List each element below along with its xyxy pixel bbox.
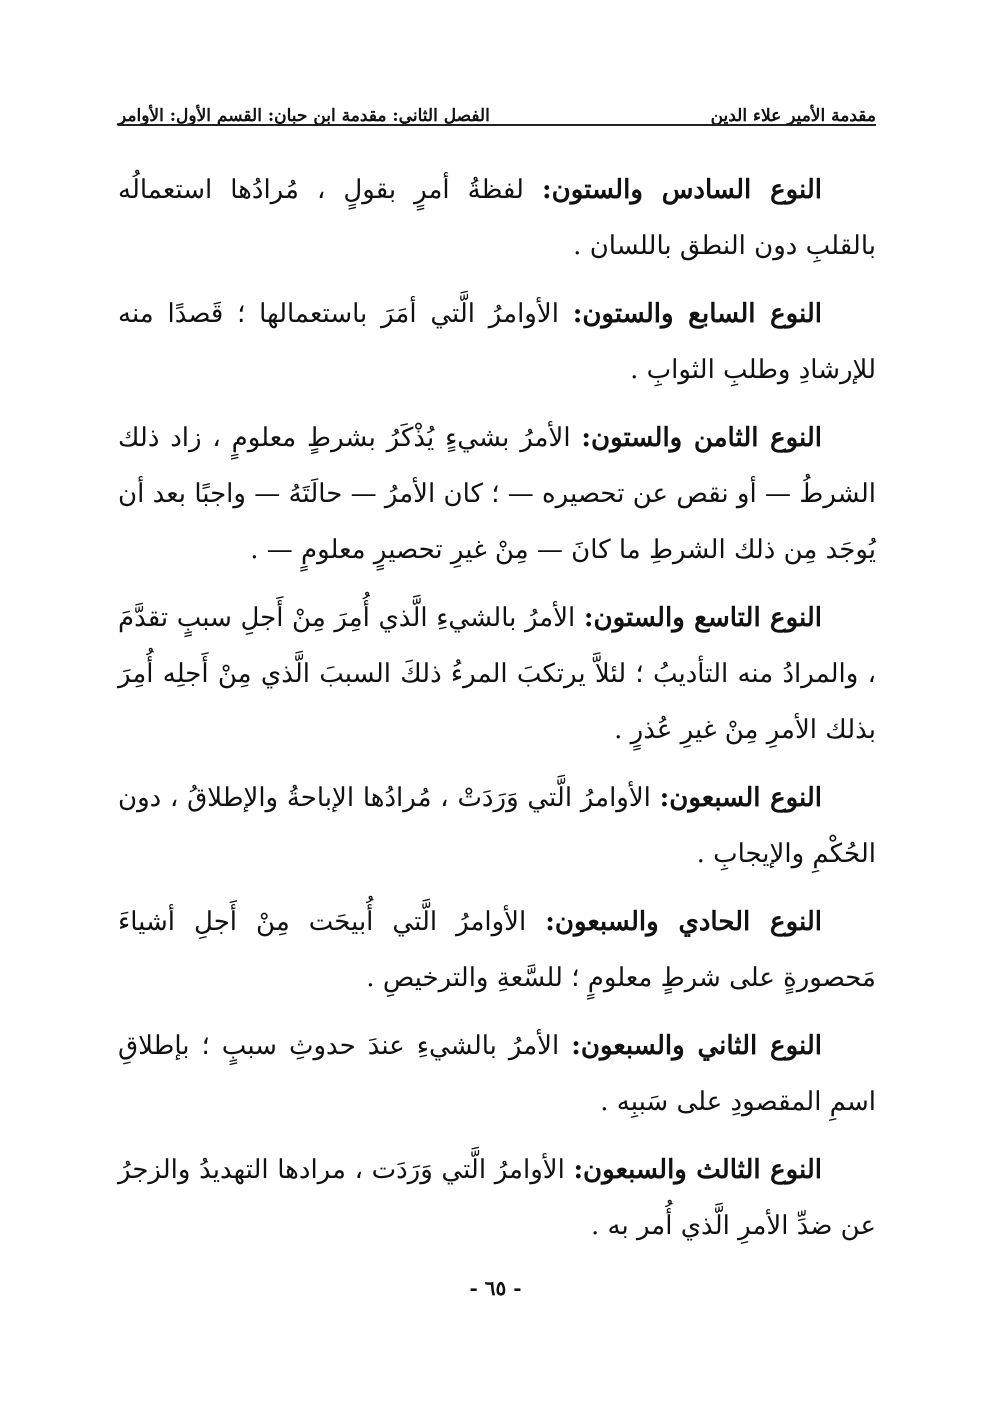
header-rule [118, 124, 876, 126]
entry-title: النوع السبعون: [659, 783, 823, 813]
entry-68 [118, 410, 876, 578]
entry-text: الأوامرُ الَّتي وَرَدَتْ ، مُرادُها الإباحةُ والإطلاقُ ، دون الحُكْمِ والإيجابِ . [118, 783, 876, 869]
entry-70 [118, 770, 876, 882]
entry-text: الأوامرُ الَّتي وَرَدَت ، مرادها التهديدُ والزجرُ عن ضدِّ الأمرِ الَّذي أُمر به . [118, 1155, 876, 1241]
entry-73 [118, 1142, 876, 1254]
entry-71 [118, 894, 876, 1006]
entry-title: النوع السابع والستون: [572, 299, 823, 329]
entry-67 [118, 286, 876, 398]
entry-title: النوع الحادي والسبعون: [545, 907, 822, 937]
header-chapter-title: الفصل الثاني: مقدمة ابن حبان: القسم الأول: الأوامر [118, 106, 490, 126]
entry-title: النوع السادس والستون: [542, 175, 823, 205]
entry-text: الأوامرُ الَّتي أمَرَ باستعمالها ؛ قَصدًا منه للإرشادِ وطلبِ الثوابِ . [118, 299, 876, 385]
entry-text: الأوامرُ الَّتي أُبيحَت مِنْ أَجلِ أشياءَ مَحصورةٍ على شرطٍ معلومٍ ؛ للسَّعةِ والترخيصِ . [118, 907, 876, 993]
entry-66 [118, 162, 876, 274]
entry-text: الأمرُ بشيءٍ يُذْكَرُ بشرطٍ معلومٍ ، زاد ذلك الشرطُ — أو نقص عن تحصيره — ؛ كان الأمرُ — حالَتَهُ — واجبًا بعد أن يُوجَد مِن ذلك الشرطِ ما كانَ — مِنْ غيرِ تحصيرٍ معلومٍ — . [118, 423, 876, 565]
entry-title: النوع الثالث والسبعون: [573, 1155, 823, 1185]
entry-title: النوع التاسع والستون: [583, 603, 822, 633]
entry-text: الأمرُ بالشيءِ عندَ حدوثِ سببٍ ؛ بإطلاقِ اسمِ المقصودِ على سَببِه . [118, 1031, 876, 1117]
header-book-title: مقدمة الأمير علاء الدين [710, 106, 876, 126]
entry-text: لفظةُ أمرٍ بقولٍ ، مُرادُها استعمالُه بالقلبِ دون النطق باللسان . [118, 175, 876, 261]
entry-text: الأمرُ بالشيءِ الَّذي أُمِرَ مِنْ أَجلِ سببٍ تقدَّمَ ، والمرادُ منه التأديبُ ؛ لئلاَّ يرتكبَ المرءُ ذلكَ السببَ الَّذي مِنْ أَجلِه أُمِرَ بذلك الأمرِ مِنْ غيرِ عُذرٍ . [118, 603, 876, 745]
entry-72 [118, 1018, 876, 1130]
entry-title: النوع الثامن والستون: [581, 423, 823, 453]
running-header [118, 86, 876, 126]
entry-title: النوع الثاني والسبعون: [571, 1031, 822, 1061]
body-text [118, 162, 876, 1266]
entry-69 [118, 590, 876, 758]
page-number: - ٦٥ - [469, 1276, 522, 1300]
